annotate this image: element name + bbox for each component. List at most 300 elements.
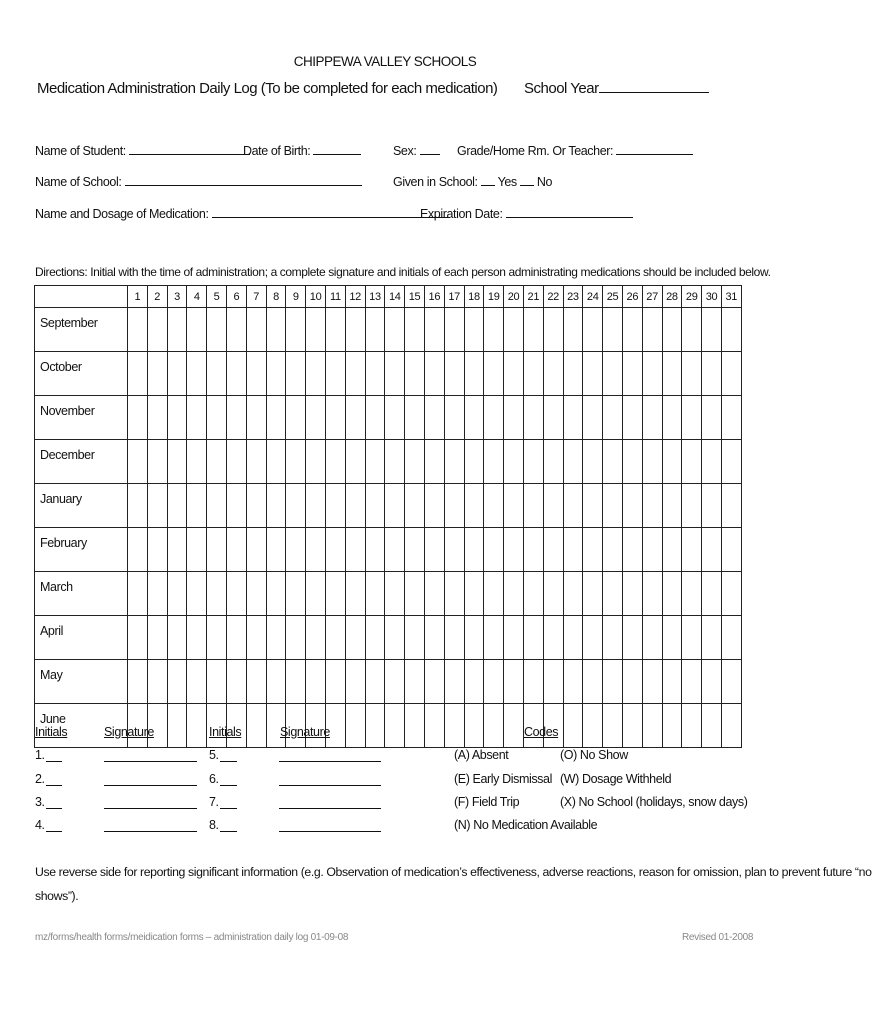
log-cell[interactable] xyxy=(702,660,722,704)
log-cell[interactable] xyxy=(721,572,741,616)
log-cell[interactable] xyxy=(385,484,405,528)
log-cell[interactable] xyxy=(147,528,167,572)
log-cell[interactable] xyxy=(405,484,425,528)
grade-teacher-field[interactable] xyxy=(457,143,693,158)
log-cell[interactable] xyxy=(721,528,741,572)
school-year-field[interactable] xyxy=(524,80,709,97)
log-cell[interactable] xyxy=(484,396,504,440)
log-cell[interactable] xyxy=(702,528,722,572)
log-cell[interactable] xyxy=(246,528,266,572)
expiration-date-line[interactable] xyxy=(506,206,633,218)
log-cell[interactable] xyxy=(167,528,187,572)
log-cell[interactable] xyxy=(147,396,167,440)
signature-line-left[interactable] xyxy=(104,831,197,832)
log-cell[interactable] xyxy=(642,572,662,616)
signature-line-right[interactable] xyxy=(279,761,381,762)
log-cell[interactable] xyxy=(622,396,642,440)
log-cell[interactable] xyxy=(583,660,603,704)
log-cell[interactable] xyxy=(583,308,603,352)
log-cell[interactable] xyxy=(424,704,444,748)
log-cell[interactable] xyxy=(444,660,464,704)
log-cell[interactable] xyxy=(682,572,702,616)
log-cell[interactable] xyxy=(147,440,167,484)
log-cell[interactable] xyxy=(721,660,741,704)
log-cell[interactable] xyxy=(543,396,563,440)
log-cell[interactable] xyxy=(365,396,385,440)
log-cell[interactable] xyxy=(504,572,524,616)
log-cell[interactable] xyxy=(365,308,385,352)
log-cell[interactable] xyxy=(543,616,563,660)
log-cell[interactable] xyxy=(563,352,583,396)
log-cell[interactable] xyxy=(662,440,682,484)
grade-teacher-line[interactable] xyxy=(616,143,693,155)
log-cell[interactable] xyxy=(523,308,543,352)
log-cell[interactable] xyxy=(345,528,365,572)
log-cell[interactable] xyxy=(662,616,682,660)
signature-line-right[interactable] xyxy=(279,808,381,809)
student-name-line[interactable] xyxy=(129,143,250,155)
log-cell[interactable] xyxy=(385,704,405,748)
log-cell[interactable] xyxy=(424,440,444,484)
log-cell[interactable] xyxy=(504,528,524,572)
signature-line-left[interactable] xyxy=(104,761,197,762)
log-cell[interactable] xyxy=(622,572,642,616)
log-cell[interactable] xyxy=(603,572,623,616)
log-cell[interactable] xyxy=(226,352,246,396)
log-cell[interactable] xyxy=(622,660,642,704)
log-cell[interactable] xyxy=(563,440,583,484)
log-cell[interactable] xyxy=(385,528,405,572)
log-cell[interactable] xyxy=(642,528,662,572)
log-cell[interactable] xyxy=(682,352,702,396)
log-cell[interactable] xyxy=(325,572,345,616)
log-cell[interactable] xyxy=(226,616,246,660)
initials-line-right[interactable] xyxy=(220,808,237,809)
log-cell[interactable] xyxy=(444,396,464,440)
log-cell[interactable] xyxy=(246,396,266,440)
log-cell[interactable] xyxy=(702,572,722,616)
log-cell[interactable] xyxy=(345,308,365,352)
log-cell[interactable] xyxy=(583,352,603,396)
log-cell[interactable] xyxy=(523,396,543,440)
log-cell[interactable] xyxy=(266,352,286,396)
log-cell[interactable] xyxy=(226,660,246,704)
log-cell[interactable] xyxy=(405,440,425,484)
log-cell[interactable] xyxy=(464,660,484,704)
log-cell[interactable] xyxy=(523,660,543,704)
log-cell[interactable] xyxy=(682,396,702,440)
log-cell[interactable] xyxy=(563,484,583,528)
log-cell[interactable] xyxy=(543,308,563,352)
initials-line-left[interactable] xyxy=(46,761,62,762)
log-cell[interactable] xyxy=(405,396,425,440)
log-cell[interactable] xyxy=(583,440,603,484)
signature-line-right[interactable] xyxy=(279,785,381,786)
log-cell[interactable] xyxy=(167,660,187,704)
log-cell[interactable] xyxy=(583,572,603,616)
log-cell[interactable] xyxy=(207,484,227,528)
log-cell[interactable] xyxy=(365,528,385,572)
signature-line-left[interactable] xyxy=(104,808,197,809)
yes-line[interactable] xyxy=(481,174,495,186)
log-cell[interactable] xyxy=(484,308,504,352)
log-cell[interactable] xyxy=(682,660,702,704)
log-cell[interactable] xyxy=(603,352,623,396)
log-cell[interactable] xyxy=(563,528,583,572)
sex-line[interactable] xyxy=(420,143,440,155)
log-cell[interactable] xyxy=(702,308,722,352)
log-cell[interactable] xyxy=(266,660,286,704)
log-cell[interactable] xyxy=(603,484,623,528)
log-cell[interactable] xyxy=(484,660,504,704)
log-cell[interactable] xyxy=(563,616,583,660)
log-cell[interactable] xyxy=(405,660,425,704)
log-cell[interactable] xyxy=(365,572,385,616)
log-cell[interactable] xyxy=(682,484,702,528)
log-cell[interactable] xyxy=(603,616,623,660)
log-cell[interactable] xyxy=(266,528,286,572)
log-cell[interactable] xyxy=(365,660,385,704)
log-cell[interactable] xyxy=(642,308,662,352)
log-cell[interactable] xyxy=(484,352,504,396)
log-cell[interactable] xyxy=(246,352,266,396)
log-cell[interactable] xyxy=(464,484,484,528)
log-cell[interactable] xyxy=(325,396,345,440)
log-cell[interactable] xyxy=(167,352,187,396)
log-cell[interactable] xyxy=(128,528,148,572)
log-cell[interactable] xyxy=(207,308,227,352)
log-cell[interactable] xyxy=(385,440,405,484)
log-cell[interactable] xyxy=(147,616,167,660)
log-cell[interactable] xyxy=(246,484,266,528)
log-cell[interactable] xyxy=(424,396,444,440)
log-cell[interactable] xyxy=(187,528,207,572)
log-cell[interactable] xyxy=(682,308,702,352)
log-cell[interactable] xyxy=(385,352,405,396)
school-name-field[interactable] xyxy=(35,174,362,189)
log-cell[interactable] xyxy=(345,572,365,616)
log-cell[interactable] xyxy=(385,572,405,616)
log-cell[interactable] xyxy=(721,396,741,440)
log-cell[interactable] xyxy=(444,572,464,616)
log-cell[interactable] xyxy=(523,616,543,660)
log-cell[interactable] xyxy=(128,352,148,396)
log-cell[interactable] xyxy=(286,484,306,528)
log-cell[interactable] xyxy=(246,616,266,660)
log-cell[interactable] xyxy=(682,528,702,572)
log-cell[interactable] xyxy=(504,704,524,748)
log-cell[interactable] xyxy=(504,440,524,484)
log-cell[interactable] xyxy=(504,352,524,396)
log-cell[interactable] xyxy=(207,616,227,660)
date-of-birth-line[interactable] xyxy=(313,143,361,155)
log-cell[interactable] xyxy=(345,484,365,528)
log-cell[interactable] xyxy=(306,352,326,396)
log-cell[interactable] xyxy=(504,660,524,704)
school-year-line[interactable] xyxy=(599,80,709,93)
log-cell[interactable] xyxy=(622,484,642,528)
log-cell[interactable] xyxy=(484,572,504,616)
log-cell[interactable] xyxy=(365,440,385,484)
log-cell[interactable] xyxy=(226,528,246,572)
log-cell[interactable] xyxy=(325,660,345,704)
expiration-date-field[interactable] xyxy=(420,206,633,221)
log-cell[interactable] xyxy=(603,440,623,484)
log-cell[interactable] xyxy=(187,352,207,396)
log-cell[interactable] xyxy=(543,352,563,396)
log-cell[interactable] xyxy=(405,572,425,616)
log-cell[interactable] xyxy=(167,616,187,660)
log-cell[interactable] xyxy=(523,572,543,616)
log-cell[interactable] xyxy=(365,352,385,396)
log-cell[interactable] xyxy=(444,352,464,396)
log-cell[interactable] xyxy=(306,396,326,440)
log-cell[interactable] xyxy=(642,704,662,748)
log-cell[interactable] xyxy=(523,484,543,528)
log-cell[interactable] xyxy=(424,660,444,704)
log-cell[interactable] xyxy=(286,660,306,704)
log-cell[interactable] xyxy=(642,616,662,660)
student-name-field[interactable] xyxy=(35,143,250,158)
log-cell[interactable] xyxy=(286,308,306,352)
log-cell[interactable] xyxy=(603,396,623,440)
log-cell[interactable] xyxy=(306,660,326,704)
log-cell[interactable] xyxy=(583,616,603,660)
log-cell[interactable] xyxy=(523,528,543,572)
log-cell[interactable] xyxy=(424,616,444,660)
log-cell[interactable] xyxy=(583,484,603,528)
log-cell[interactable] xyxy=(167,440,187,484)
log-cell[interactable] xyxy=(642,484,662,528)
log-cell[interactable] xyxy=(543,660,563,704)
log-cell[interactable] xyxy=(226,308,246,352)
log-cell[interactable] xyxy=(405,704,425,748)
log-cell[interactable] xyxy=(266,396,286,440)
log-cell[interactable] xyxy=(464,616,484,660)
log-cell[interactable] xyxy=(306,616,326,660)
log-cell[interactable] xyxy=(622,616,642,660)
log-cell[interactable] xyxy=(385,616,405,660)
log-cell[interactable] xyxy=(662,308,682,352)
log-cell[interactable] xyxy=(226,484,246,528)
log-cell[interactable] xyxy=(563,572,583,616)
log-cell[interactable] xyxy=(622,704,642,748)
log-cell[interactable] xyxy=(642,660,662,704)
log-cell[interactable] xyxy=(266,572,286,616)
log-cell[interactable] xyxy=(603,704,623,748)
log-cell[interactable] xyxy=(147,352,167,396)
school-name-line[interactable] xyxy=(125,174,362,186)
medication-name-dosage-line[interactable] xyxy=(212,206,450,218)
log-cell[interactable] xyxy=(405,308,425,352)
log-cell[interactable] xyxy=(484,440,504,484)
log-cell[interactable] xyxy=(484,704,504,748)
log-cell[interactable] xyxy=(207,660,227,704)
log-cell[interactable] xyxy=(266,440,286,484)
log-cell[interactable] xyxy=(365,704,385,748)
log-cell[interactable] xyxy=(682,440,702,484)
log-cell[interactable] xyxy=(543,528,563,572)
log-cell[interactable] xyxy=(226,440,246,484)
log-cell[interactable] xyxy=(345,704,365,748)
log-cell[interactable] xyxy=(128,308,148,352)
log-cell[interactable] xyxy=(405,616,425,660)
log-cell[interactable] xyxy=(325,308,345,352)
log-cell[interactable] xyxy=(207,396,227,440)
log-cell[interactable] xyxy=(345,440,365,484)
log-cell[interactable] xyxy=(543,440,563,484)
log-cell[interactable] xyxy=(345,616,365,660)
log-cell[interactable] xyxy=(444,440,464,484)
log-cell[interactable] xyxy=(424,352,444,396)
log-cell[interactable] xyxy=(207,352,227,396)
log-cell[interactable] xyxy=(682,704,702,748)
log-cell[interactable] xyxy=(424,528,444,572)
log-cell[interactable] xyxy=(484,484,504,528)
given-in-school-field[interactable] xyxy=(393,174,552,189)
initials-line-right[interactable] xyxy=(220,831,237,832)
log-cell[interactable] xyxy=(583,704,603,748)
no-line[interactable] xyxy=(520,174,534,186)
log-cell[interactable] xyxy=(187,396,207,440)
log-cell[interactable] xyxy=(504,396,524,440)
log-cell[interactable] xyxy=(444,308,464,352)
log-cell[interactable] xyxy=(721,308,741,352)
log-cell[interactable] xyxy=(484,528,504,572)
log-cell[interactable] xyxy=(128,660,148,704)
log-cell[interactable] xyxy=(563,704,583,748)
log-cell[interactable] xyxy=(662,572,682,616)
signature-line-left[interactable] xyxy=(104,785,197,786)
log-cell[interactable] xyxy=(167,704,187,748)
log-cell[interactable] xyxy=(523,352,543,396)
log-cell[interactable] xyxy=(662,352,682,396)
date-of-birth-field[interactable] xyxy=(243,143,361,158)
log-cell[interactable] xyxy=(424,308,444,352)
log-cell[interactable] xyxy=(583,396,603,440)
log-cell[interactable] xyxy=(187,704,207,748)
log-cell[interactable] xyxy=(662,484,682,528)
log-cell[interactable] xyxy=(504,616,524,660)
log-cell[interactable] xyxy=(167,308,187,352)
initials-line-left[interactable] xyxy=(46,808,62,809)
log-cell[interactable] xyxy=(128,572,148,616)
log-cell[interactable] xyxy=(286,396,306,440)
log-cell[interactable] xyxy=(504,308,524,352)
log-cell[interactable] xyxy=(167,396,187,440)
log-cell[interactable] xyxy=(464,308,484,352)
log-cell[interactable] xyxy=(246,440,266,484)
log-cell[interactable] xyxy=(147,484,167,528)
log-cell[interactable] xyxy=(286,572,306,616)
log-cell[interactable] xyxy=(603,308,623,352)
log-cell[interactable] xyxy=(325,616,345,660)
log-cell[interactable] xyxy=(563,660,583,704)
log-cell[interactable] xyxy=(187,660,207,704)
log-cell[interactable] xyxy=(642,352,662,396)
log-cell[interactable] xyxy=(325,352,345,396)
log-cell[interactable] xyxy=(721,616,741,660)
log-cell[interactable] xyxy=(642,440,662,484)
log-cell[interactable] xyxy=(246,660,266,704)
log-cell[interactable] xyxy=(147,660,167,704)
log-cell[interactable] xyxy=(464,704,484,748)
log-cell[interactable] xyxy=(167,572,187,616)
log-cell[interactable] xyxy=(246,704,266,748)
log-cell[interactable] xyxy=(266,484,286,528)
log-cell[interactable] xyxy=(385,660,405,704)
log-cell[interactable] xyxy=(128,396,148,440)
log-cell[interactable] xyxy=(266,616,286,660)
log-cell[interactable] xyxy=(385,396,405,440)
log-cell[interactable] xyxy=(464,572,484,616)
log-cell[interactable] xyxy=(286,352,306,396)
log-cell[interactable] xyxy=(721,484,741,528)
log-cell[interactable] xyxy=(424,484,444,528)
log-cell[interactable] xyxy=(286,528,306,572)
log-cell[interactable] xyxy=(662,704,682,748)
log-cell[interactable] xyxy=(286,440,306,484)
log-cell[interactable] xyxy=(622,352,642,396)
log-cell[interactable] xyxy=(306,484,326,528)
log-cell[interactable] xyxy=(682,616,702,660)
log-cell[interactable] xyxy=(325,440,345,484)
log-cell[interactable] xyxy=(721,704,741,748)
log-cell[interactable] xyxy=(721,352,741,396)
log-cell[interactable] xyxy=(207,572,227,616)
log-cell[interactable] xyxy=(187,484,207,528)
log-cell[interactable] xyxy=(187,440,207,484)
log-cell[interactable] xyxy=(603,660,623,704)
log-cell[interactable] xyxy=(246,308,266,352)
log-cell[interactable] xyxy=(187,308,207,352)
log-cell[interactable] xyxy=(444,528,464,572)
log-cell[interactable] xyxy=(306,440,326,484)
log-cell[interactable] xyxy=(226,396,246,440)
log-cell[interactable] xyxy=(385,308,405,352)
log-cell[interactable] xyxy=(306,528,326,572)
log-cell[interactable] xyxy=(622,308,642,352)
log-cell[interactable] xyxy=(622,528,642,572)
log-cell[interactable] xyxy=(603,528,623,572)
log-cell[interactable] xyxy=(345,352,365,396)
log-cell[interactable] xyxy=(345,660,365,704)
log-cell[interactable] xyxy=(543,484,563,528)
log-cell[interactable] xyxy=(464,352,484,396)
log-cell[interactable] xyxy=(365,616,385,660)
signature-line-right[interactable] xyxy=(279,831,381,832)
log-cell[interactable] xyxy=(424,572,444,616)
initials-line-left[interactable] xyxy=(46,785,62,786)
log-cell[interactable] xyxy=(325,484,345,528)
log-cell[interactable] xyxy=(147,308,167,352)
log-cell[interactable] xyxy=(128,484,148,528)
log-cell[interactable] xyxy=(563,308,583,352)
log-cell[interactable] xyxy=(128,616,148,660)
log-cell[interactable] xyxy=(345,396,365,440)
log-cell[interactable] xyxy=(147,572,167,616)
log-cell[interactable] xyxy=(662,660,682,704)
log-cell[interactable] xyxy=(266,308,286,352)
sex-field[interactable] xyxy=(393,143,440,158)
log-cell[interactable] xyxy=(523,440,543,484)
log-cell[interactable] xyxy=(642,396,662,440)
log-cell[interactable] xyxy=(444,704,464,748)
initials-line-right[interactable] xyxy=(220,785,237,786)
log-cell[interactable] xyxy=(721,440,741,484)
log-cell[interactable] xyxy=(702,440,722,484)
log-cell[interactable] xyxy=(464,528,484,572)
